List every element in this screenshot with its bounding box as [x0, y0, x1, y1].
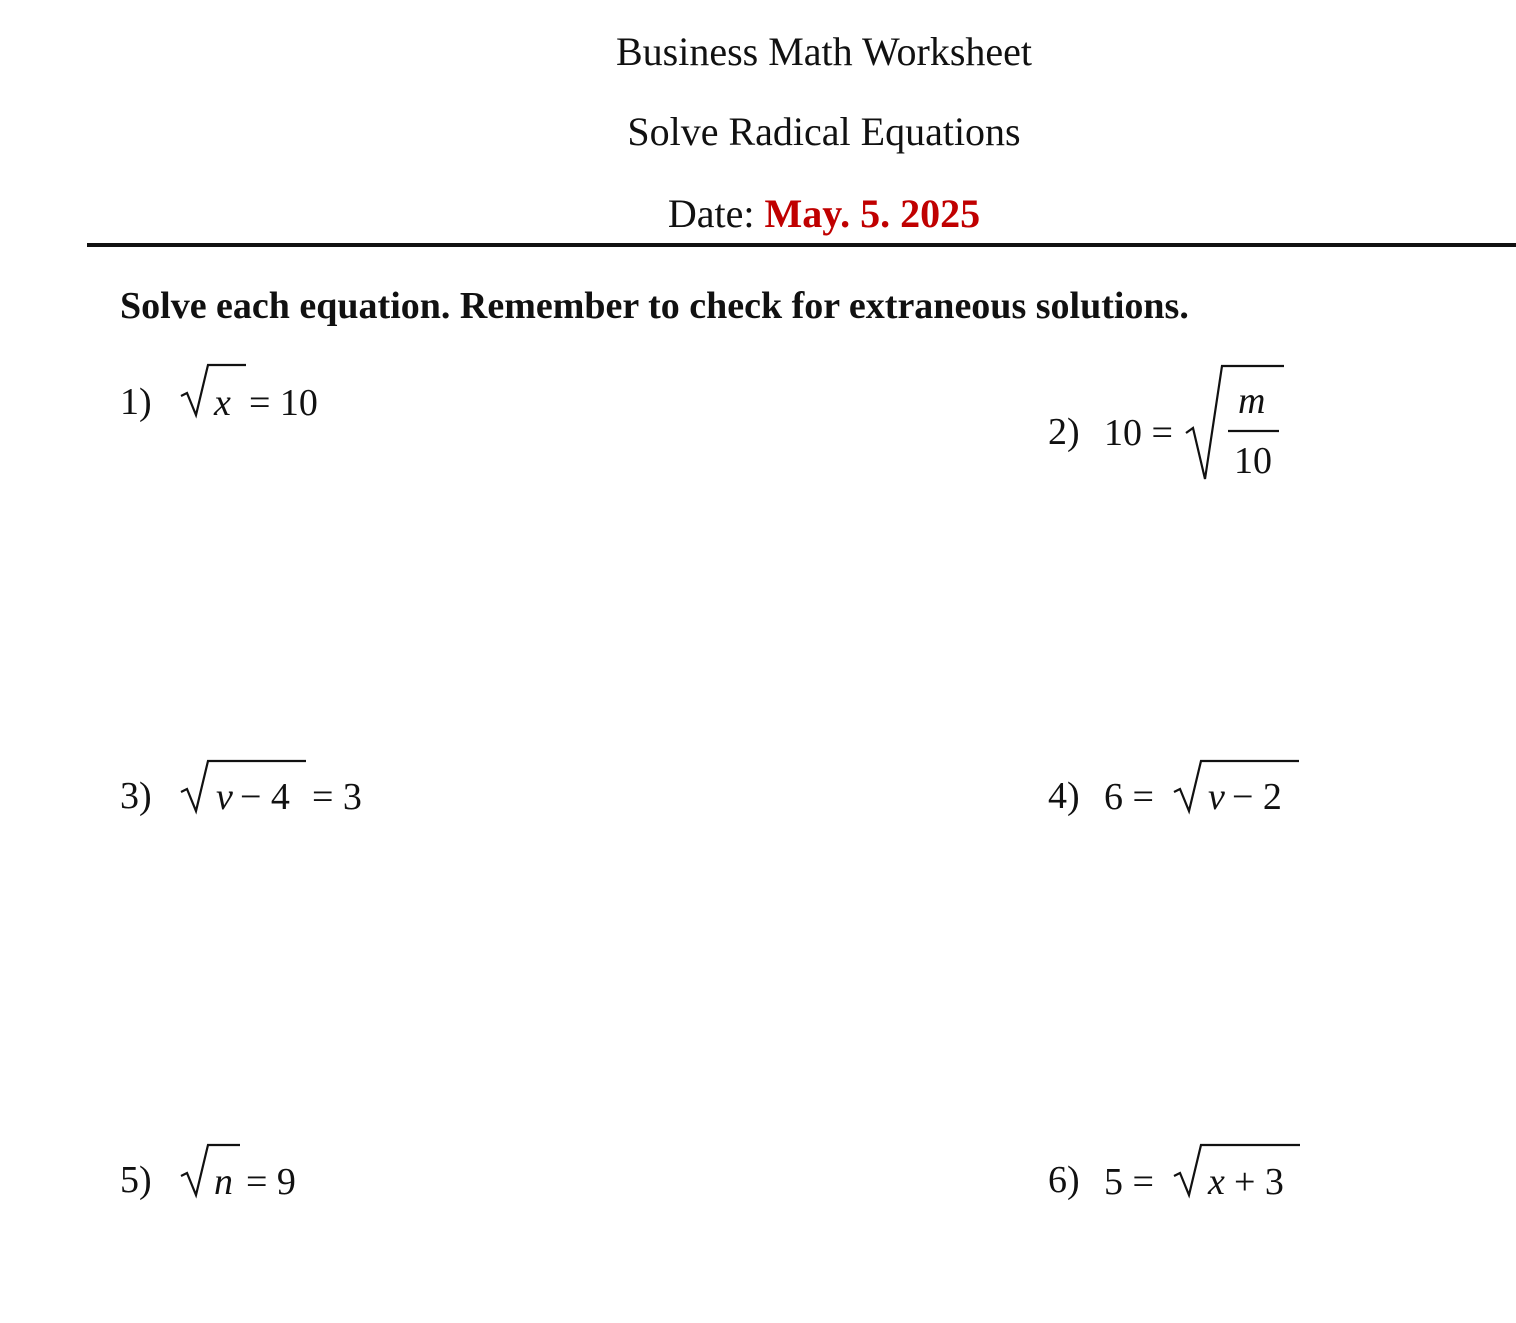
numerator: m: [1238, 380, 1266, 422]
left-side: 5 =: [1104, 1161, 1154, 1203]
radicand: x: [214, 382, 231, 424]
equation: [1104, 1143, 1364, 1203]
radicand-variable: x: [1208, 1161, 1225, 1203]
radicand-rest: − 4: [240, 776, 290, 818]
left-side: 10 =: [1104, 412, 1173, 454]
date-value: May. 5. 2025: [764, 191, 981, 236]
worksheet-subtitle: Solve Radical Equations: [627, 109, 1021, 154]
equation: [178, 1143, 358, 1203]
equation: [1104, 759, 1364, 819]
equation: [178, 363, 358, 423]
right-side: = 3: [312, 776, 362, 818]
problem-number: 6): [1048, 1159, 1080, 1201]
equation: [178, 759, 438, 819]
radicand-variable: v: [1208, 776, 1225, 818]
right-side: = 9: [246, 1161, 296, 1203]
worksheet-title: Business Math Worksheet: [615, 29, 1032, 74]
problem-number: 5): [120, 1159, 152, 1201]
radicand-rest: + 3: [1234, 1161, 1284, 1203]
problem-number: 3): [120, 775, 152, 817]
right-side: = 10: [249, 382, 318, 424]
problem-number: 1): [120, 381, 152, 423]
date-label: Date:: [667, 191, 765, 236]
equation: [1104, 363, 1304, 483]
problem-number: 2): [1048, 411, 1080, 453]
problem-number: 4): [1048, 775, 1080, 817]
instructions: Solve each equation. Remember to check for extraneous solutions.: [120, 285, 1189, 327]
radicand-variable: v: [216, 776, 233, 818]
radicand: n: [214, 1161, 233, 1203]
radicand-rest: − 2: [1232, 776, 1282, 818]
denominator: 10: [1234, 440, 1272, 482]
date-line: [66, 191, 1516, 236]
header-divider: [87, 243, 1516, 247]
left-side: 6 =: [1104, 776, 1154, 818]
